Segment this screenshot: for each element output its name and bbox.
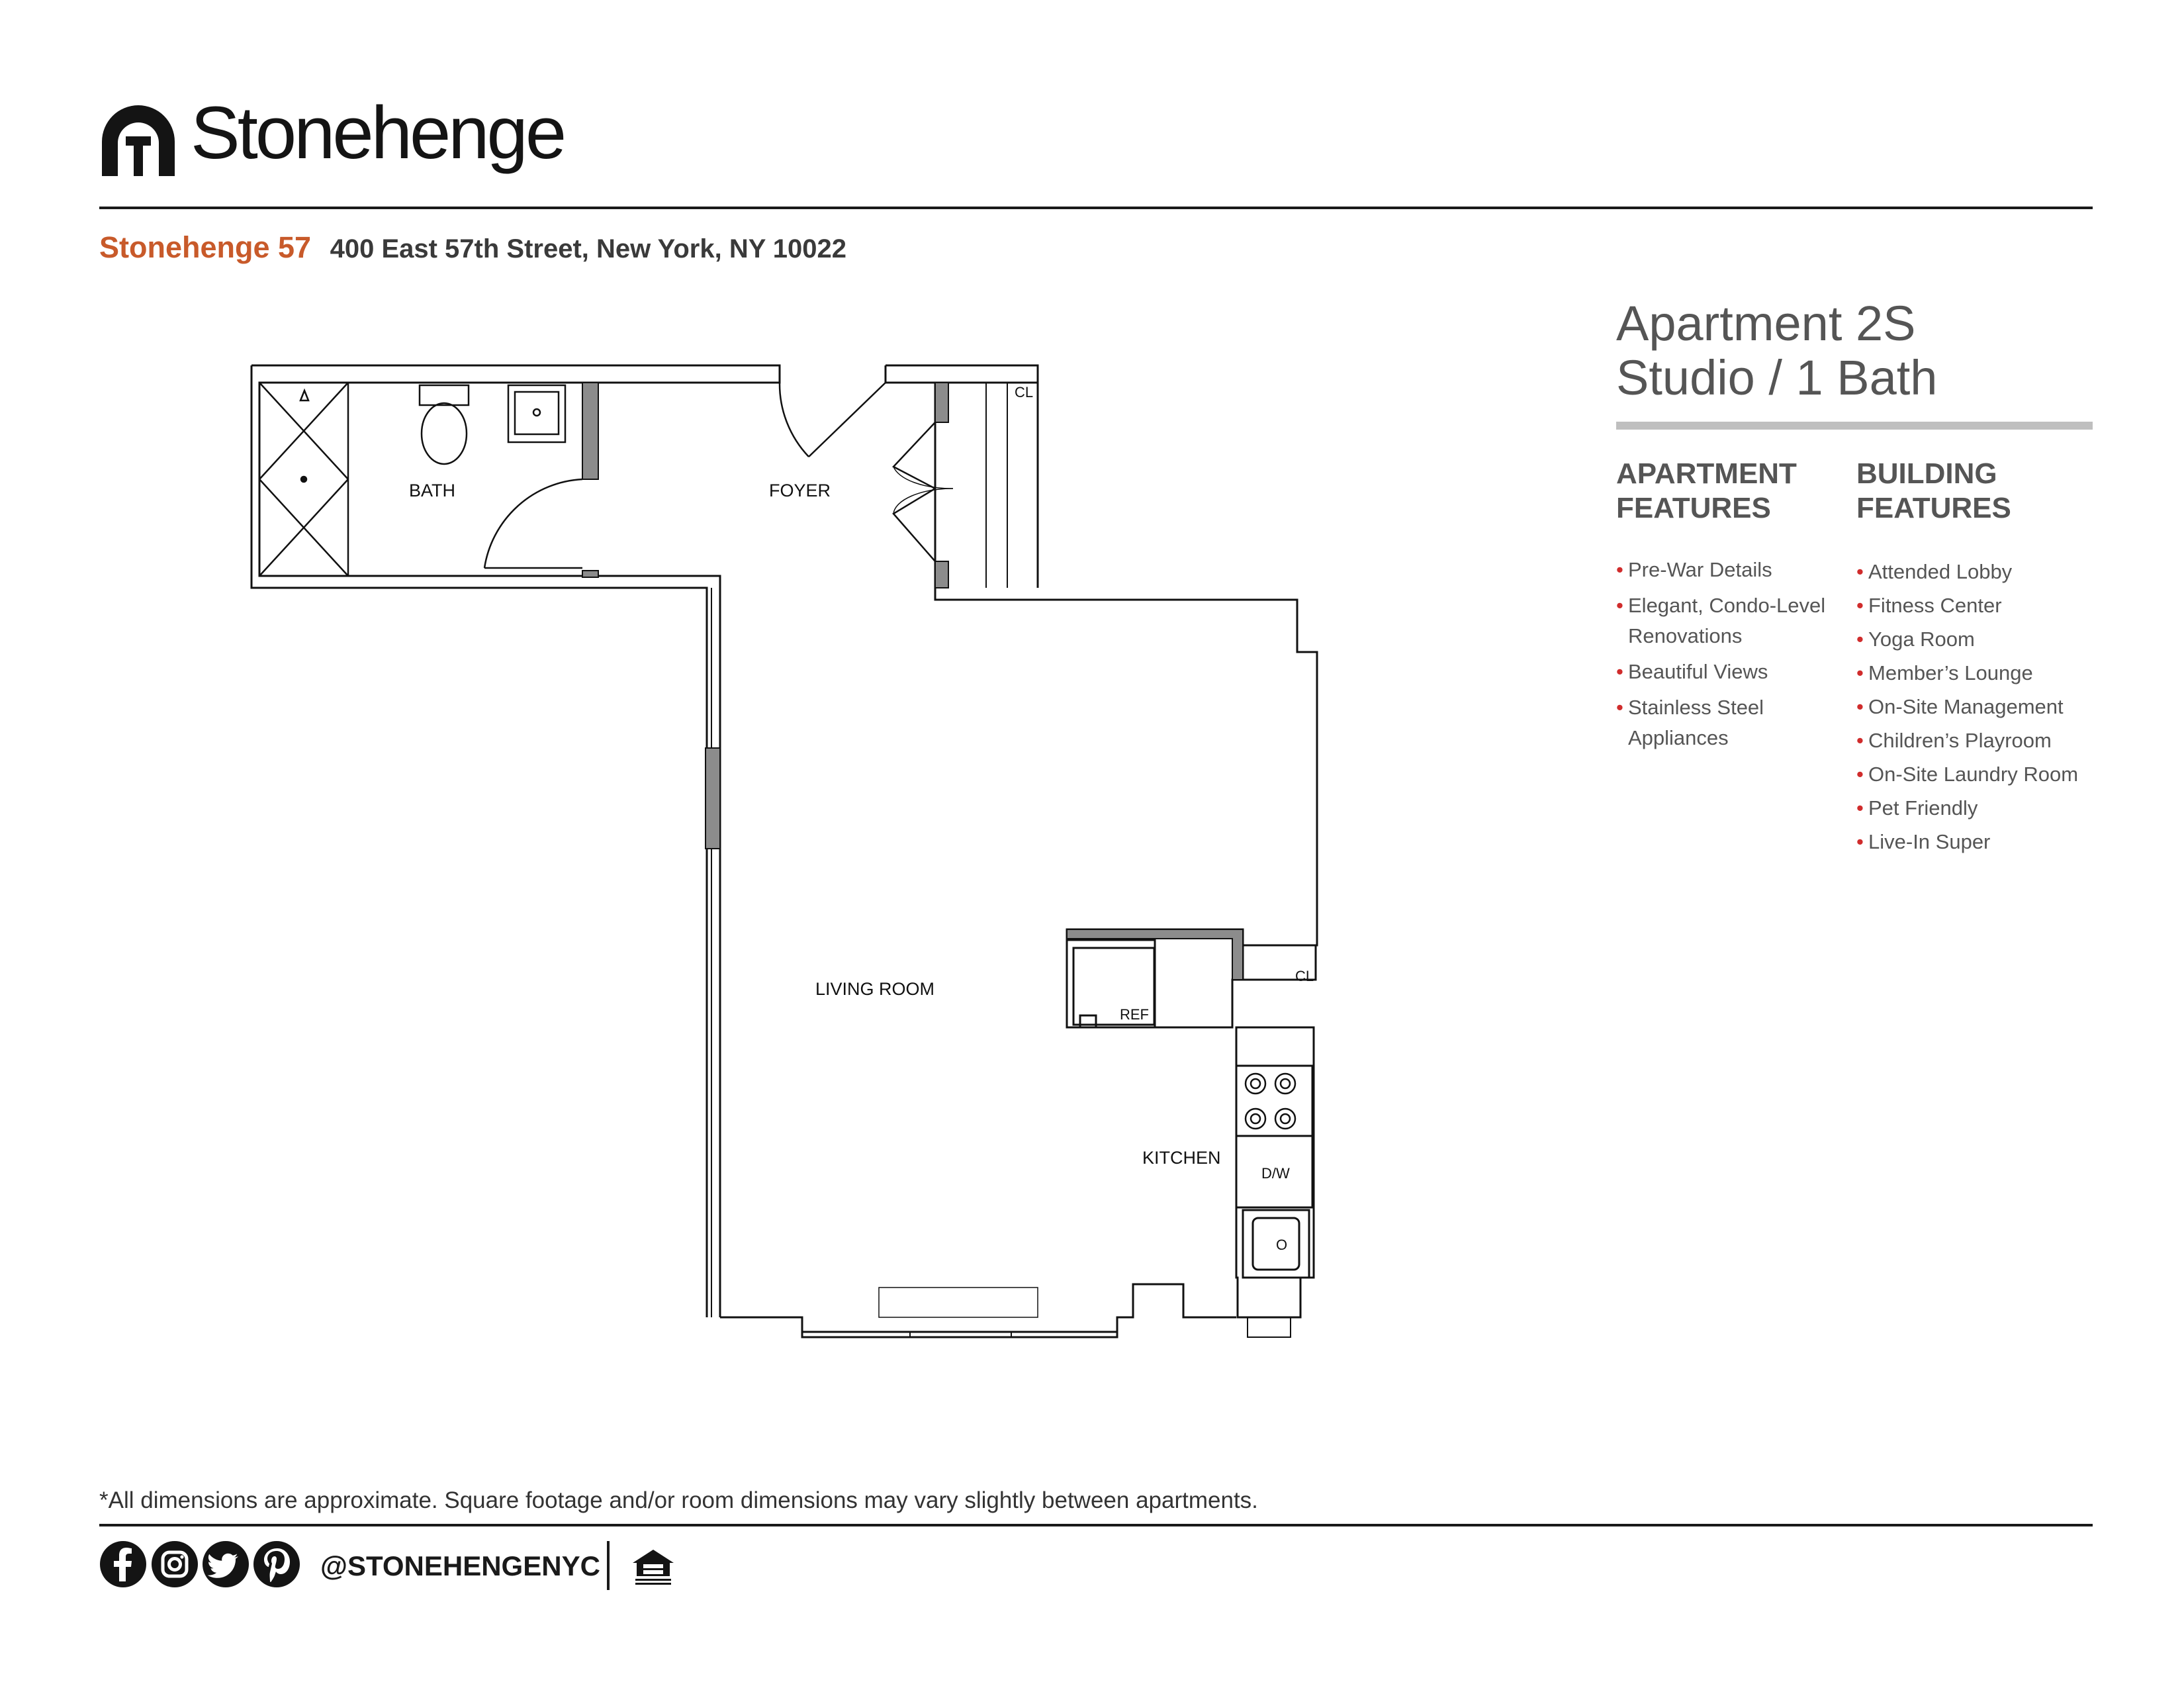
building-features-heading-line1: BUILDING bbox=[1856, 457, 1997, 490]
list-item: • Member’s Lounge bbox=[1856, 656, 2120, 690]
list-item: • Stainless Steel Appliances bbox=[1616, 692, 1853, 753]
apartment-title bbox=[1616, 297, 1937, 405]
header-divider bbox=[99, 207, 2093, 209]
list-item: • Attended Lobby bbox=[1856, 555, 2120, 588]
building-features-heading bbox=[1856, 457, 2011, 526]
apartment-name: Apartment 2S bbox=[1616, 296, 1916, 351]
list-item: • Elegant, Condo-Level Renovations bbox=[1616, 590, 1853, 651]
social-handle[interactable]: @STONEHENGENYC bbox=[320, 1550, 600, 1581]
footer-vertical-divider bbox=[607, 1541, 610, 1590]
floor-plan bbox=[238, 344, 1363, 1350]
bath-door-swing bbox=[484, 479, 582, 568]
list-item: • Pet Friendly bbox=[1856, 791, 2120, 825]
pinterest-icon[interactable] bbox=[253, 1540, 300, 1588]
sink-drain-label: O bbox=[1276, 1237, 1288, 1253]
footer-divider-line bbox=[99, 1524, 2093, 1526]
room-label-kitchen: KITCHEN bbox=[1142, 1148, 1221, 1168]
wall-segment-bath bbox=[582, 383, 598, 479]
dishwasher-label: D/W bbox=[1261, 1165, 1290, 1182]
stonehenge-logo bbox=[99, 91, 629, 192]
apartment-title-rule bbox=[1616, 422, 2093, 430]
wall-segment-living bbox=[705, 748, 720, 849]
stonehenge-logo-mark-icon bbox=[99, 105, 177, 176]
list-item: • Yoga Room bbox=[1856, 622, 2120, 656]
list-item: • Fitness Center bbox=[1856, 588, 2120, 622]
closet-label-mid: CL bbox=[1295, 968, 1314, 984]
wall-south bbox=[720, 1284, 1236, 1337]
building-line bbox=[99, 230, 846, 265]
building-address: 400 East 57th Street, New York, NY 10022 bbox=[330, 234, 847, 263]
twitter-icon[interactable] bbox=[202, 1540, 250, 1588]
building-name: Stonehenge 57 bbox=[99, 230, 312, 264]
wall-bath-lower bbox=[251, 365, 707, 1317]
list-item: • On-Site Management bbox=[1856, 690, 2120, 724]
entry-door-swing bbox=[780, 383, 809, 457]
list-item: • Beautiful Views bbox=[1616, 657, 1853, 687]
radiator bbox=[879, 1288, 1038, 1317]
room-label-foyer: FOYER bbox=[769, 481, 831, 500]
apartment-features-heading bbox=[1616, 457, 1797, 526]
brand-wordmark: Stonehenge bbox=[191, 91, 565, 174]
list-item: • Children’s Playroom bbox=[1856, 724, 2120, 757]
list-item: • Pre-War Details bbox=[1616, 555, 1853, 585]
toilet-bowl bbox=[422, 403, 467, 464]
building-features-list bbox=[1856, 555, 2120, 859]
closet-label-top: CL bbox=[1015, 384, 1034, 400]
equal-housing-opportunity-icon bbox=[630, 1547, 676, 1588]
apartment-features-heading-line1: APARTMENT bbox=[1616, 457, 1797, 490]
instagram-icon[interactable] bbox=[151, 1540, 199, 1588]
list-item: • Live-In Super bbox=[1856, 825, 2120, 859]
wall-east bbox=[935, 383, 1317, 945]
toilet-tank bbox=[420, 385, 469, 405]
list-item: • On-Site Laundry Room bbox=[1856, 757, 2120, 791]
room-label-living-room: LIVING ROOM bbox=[815, 979, 935, 999]
building-features-heading-line2: FEATURES bbox=[1856, 492, 2011, 524]
facebook-icon[interactable] bbox=[99, 1540, 147, 1588]
room-label-bath: BATH bbox=[409, 481, 456, 500]
apartment-features-heading-line2: FEATURES bbox=[1616, 492, 1771, 524]
apartment-features-list bbox=[1616, 555, 1853, 759]
disclaimer: *All dimensions are approximate. Square footage and/or room dimensions may vary slightly between apartments. bbox=[99, 1487, 1258, 1513]
refrigerator-label: REF bbox=[1120, 1006, 1149, 1023]
burners bbox=[1246, 1074, 1295, 1129]
apartment-type: Studio / 1 Bath bbox=[1616, 350, 1938, 405]
